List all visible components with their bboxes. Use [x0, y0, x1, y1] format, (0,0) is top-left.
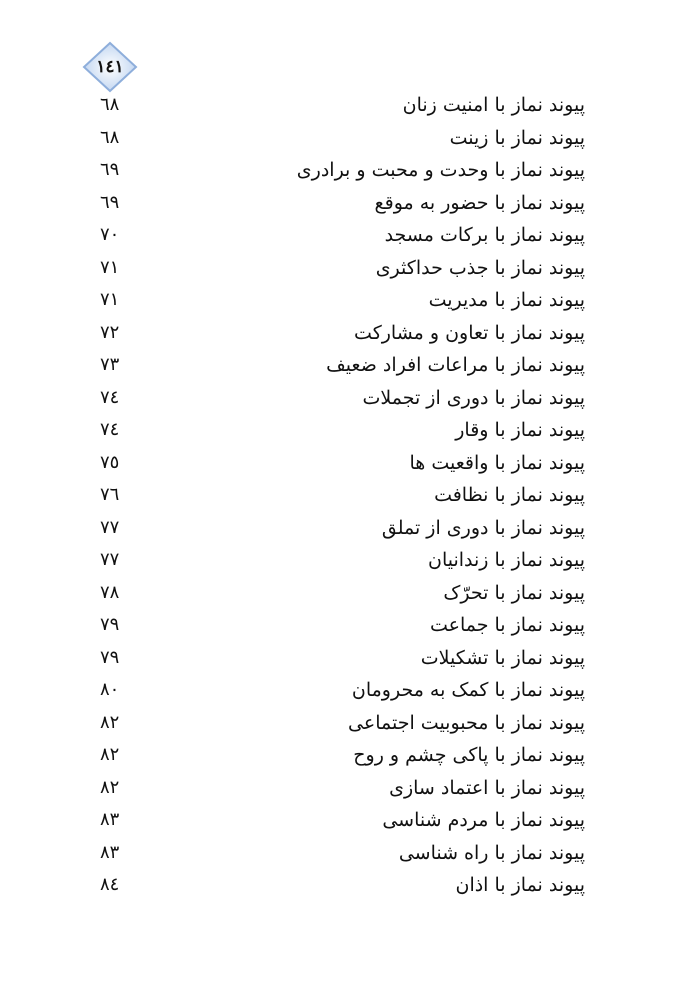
toc-entry-page: ٧٤ [100, 419, 120, 440]
toc-entry-page: ٧١ [100, 289, 120, 310]
toc-entry-page: ٧٠ [100, 224, 120, 245]
toc-entry-page: ٧٦ [100, 484, 120, 505]
toc-entry-title: پیوند نماز با امنیت زنان [402, 94, 585, 116]
toc-entry-title: پیوند نماز با مراعات افراد ضعیف [326, 354, 585, 376]
toc-entry-title: پیوند نماز با راه شناسی [398, 841, 585, 864]
toc-entry-title: پیوند نماز با واقعیت ها [409, 451, 585, 474]
toc-entry [100, 739, 585, 772]
toc-entry-title: پیوند نماز با مردم شناسی [382, 809, 585, 831]
toc-entry [100, 317, 585, 350]
toc-entry [100, 837, 585, 870]
toc-entry [100, 447, 585, 480]
toc-entry-title: پیوند نماز با جماعت [429, 614, 585, 636]
toc-entry-page: ٧٩ [100, 614, 120, 635]
page-number-badge [82, 41, 138, 93]
toc-entry [100, 479, 585, 512]
toc-entry-title: پیوند نماز با وقار [455, 419, 585, 441]
toc-entry [100, 869, 585, 902]
toc-entry [100, 284, 585, 317]
toc-entry-title: پیوند نماز با دوری از تجملات [362, 386, 585, 409]
toc-entry [100, 674, 585, 707]
toc-entry-title: پیوند نماز با وحدت و محبت و برادری [296, 159, 585, 181]
toc-entry-title: پیوند نماز با زندانیان [427, 549, 585, 571]
toc-entry-title: پیوند نماز با زینت [449, 126, 585, 149]
page-number: ١٤١ [96, 57, 124, 77]
toc-entry [100, 122, 585, 155]
toc-entry [100, 772, 585, 805]
toc-entry [100, 219, 585, 252]
toc-entry-title: پیوند نماز با تعاون و مشارکت [354, 321, 585, 344]
toc-entry-page: ٨٢ [100, 744, 120, 765]
toc-entry [100, 609, 585, 642]
toc-entry [100, 544, 585, 577]
toc-entry [100, 804, 585, 837]
toc-entry-title: پیوند نماز با تشکیلات [420, 646, 585, 669]
toc-entry-page: ٧٤ [100, 386, 120, 408]
toc-entry-page: ٦٩ [100, 159, 120, 180]
toc-entry-title: پیوند نماز با جذب حداکثری [375, 256, 585, 279]
toc-entry-page: ٨٤ [100, 874, 120, 895]
toc-entry-page: ٧٨ [100, 581, 120, 603]
toc-entry-page: ٦٨ [100, 126, 120, 148]
toc-entry [100, 707, 585, 740]
toc-entry-page: ٧٥ [100, 451, 120, 473]
toc-entry-title: پیوند نماز با برکات مسجد [384, 224, 585, 246]
toc-entry-title: پیوند نماز با محبوبیت اجتماعی [348, 711, 585, 734]
toc-entry-page: ٧٢ [100, 321, 120, 343]
toc-entry [100, 187, 585, 220]
toc-entry-title: پیوند نماز با کمک به محرومان [351, 679, 585, 701]
toc-entry-title: پیوند نماز با تحرّک [443, 581, 585, 604]
toc-entry [100, 382, 585, 415]
toc-entry-page: ٨٢ [100, 711, 120, 733]
toc-entry [100, 577, 585, 610]
table-of-contents [100, 89, 585, 902]
toc-entry-title: پیوند نماز با اذان [455, 874, 585, 896]
toc-entry-page: ٨٣ [100, 809, 120, 830]
toc-entry-title: پیوند نماز با مدیریت [428, 289, 585, 311]
toc-entry [100, 414, 585, 447]
toc-entry [100, 642, 585, 675]
toc-entry-page: ٦٨ [100, 94, 120, 115]
toc-entry-page: ٧١ [100, 256, 120, 278]
toc-entry-page: ٨٣ [100, 841, 120, 863]
toc-entry-title: پیوند نماز با نظافت [434, 484, 585, 506]
toc-entry-title: پیوند نماز با پاکی چشم و روح [353, 744, 585, 766]
toc-entry-page: ٧٧ [100, 516, 120, 538]
toc-entry-page: ٨٢ [100, 776, 120, 798]
toc-entry [100, 252, 585, 285]
toc-entry [100, 349, 585, 382]
toc-entry-title: پیوند نماز با اعتماد سازی [389, 776, 585, 799]
toc-entry-page: ٦٩ [100, 191, 120, 213]
toc-entry-page: ٧٧ [100, 549, 120, 570]
toc-entry-page: ٧٩ [100, 646, 120, 668]
toc-entry-title: پیوند نماز با دوری از تملق [381, 516, 585, 539]
toc-entry-title: پیوند نماز با حضور به موقع [374, 191, 585, 214]
toc-entry [100, 512, 585, 545]
toc-entry-page: ٨٠ [100, 679, 120, 700]
toc-entry-page: ٧٣ [100, 354, 120, 375]
toc-entry [100, 154, 585, 187]
toc-entry [100, 89, 585, 122]
